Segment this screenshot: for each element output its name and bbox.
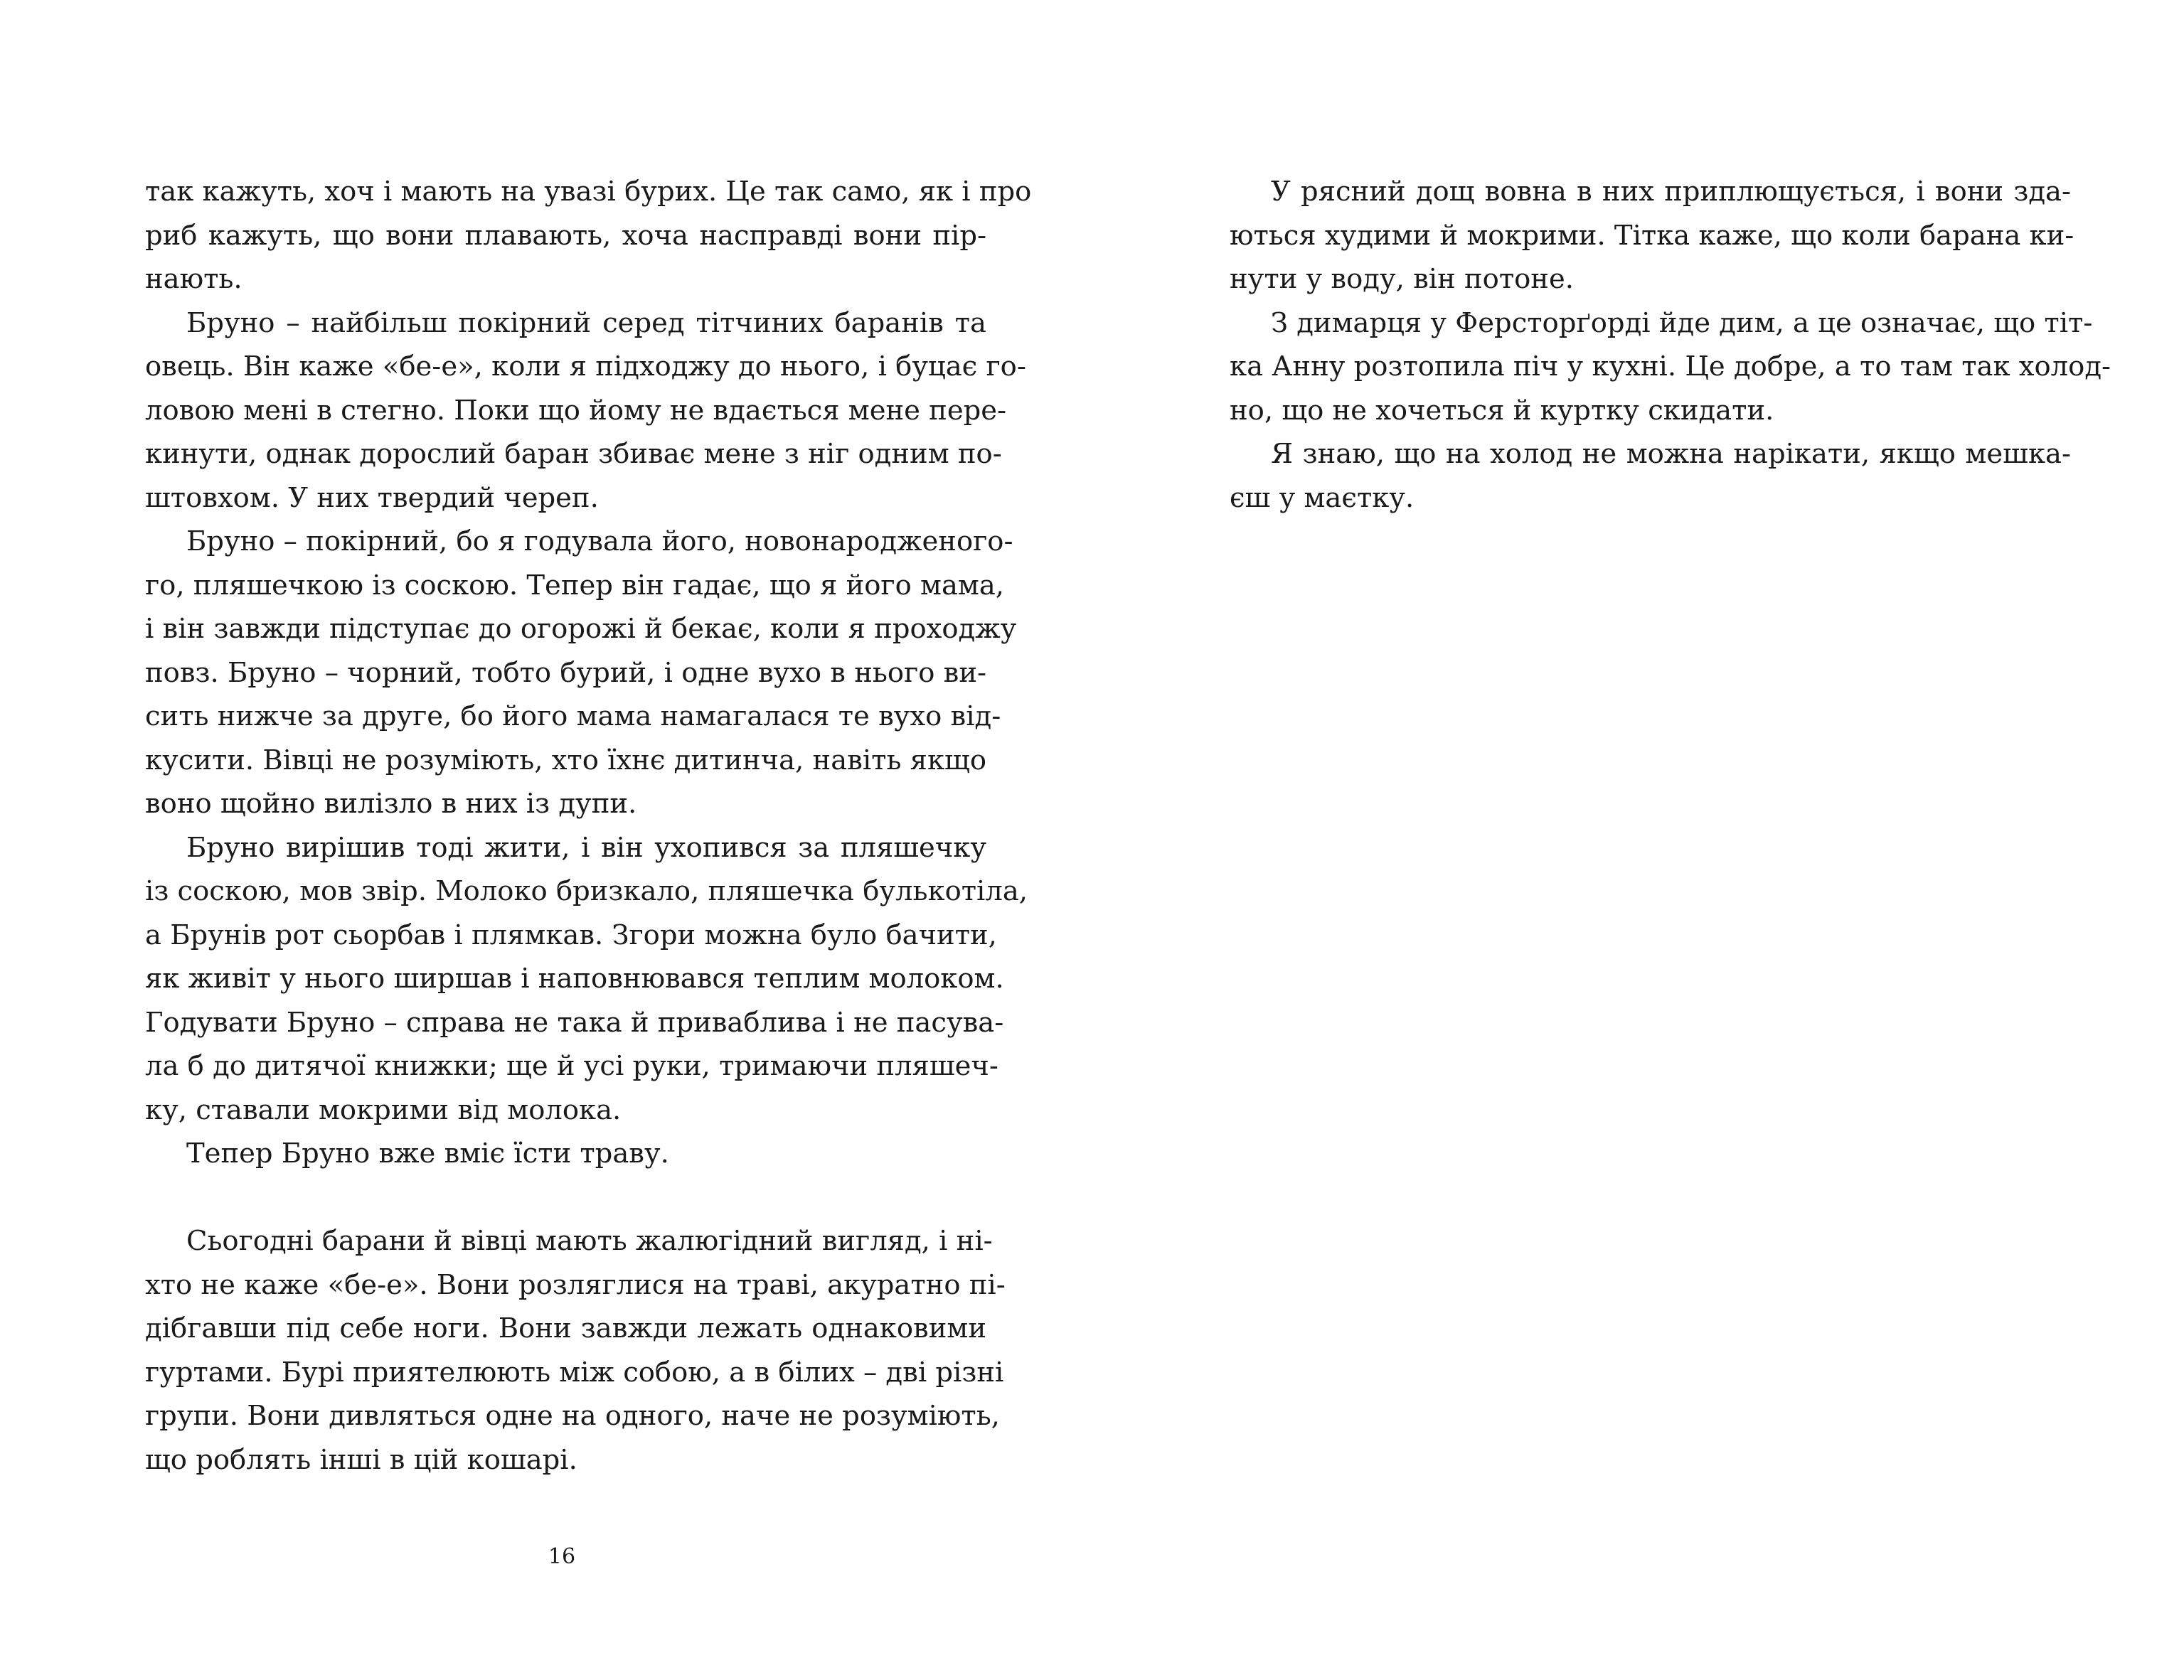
text-line: Сьогодні барани й вівці мають жалюгідний вигляд, і ні-	[186, 1225, 993, 1257]
text-line: ються худими й мокрими. Тітка каже, що коли барана ки-	[1230, 219, 2074, 252]
text-line: го, пляшечкою із соскою. Тепер він гадає, що я його мама,	[145, 569, 1005, 601]
text-line: Я знаю, що на холод не можна нарікати, якщо мешка-	[1271, 438, 2071, 470]
text-line: штовхом. У них твердий череп.	[145, 481, 599, 514]
text-line: а Брунів рот сьорбав і плямкав. Згори можна було бачити,	[145, 919, 997, 951]
text-line: кусити. Вівці не розуміють, хто їхнє дитинча, навіть якщо	[145, 744, 986, 776]
text-line: Бруно – покірний, бо я годувала його, новонародженого-	[186, 525, 1013, 557]
text-line: єш у маєтку.	[1230, 481, 1415, 514]
text-line: Бруно – найбільш покірний серед тітчиних баранів та	[186, 306, 986, 339]
text-line: ка Анну розтопила піч у кухні. Це добре, а то там так холод-	[1230, 351, 2111, 382]
right-page-text	[1230, 170, 2111, 520]
text-line: дібгавши під себе ноги. Вони завжди лежать однаковими	[145, 1312, 986, 1344]
text-line: із соскою, мов звір. Молоко бризкало, пляшечка булькотіла,	[145, 875, 1028, 907]
text-line: У рясний дощ вовна в них приплющується, і вони зда-	[1271, 176, 2071, 208]
text-line: нають.	[145, 263, 243, 295]
text-line: З димарця у Ферсторґорді йде дим, а це означає, що тіт-	[1271, 306, 2093, 339]
text-line: хто не каже «бе-е». Вони розляглися на траві, акуратно пі-	[145, 1268, 1006, 1301]
text-line: як живіт у нього ширшав і наповнювався теплим молоком.	[145, 963, 1004, 995]
text-line: Тепер Бруно вже вміє їсти траву.	[186, 1138, 669, 1170]
text-line: Годувати Бруно – справа не така й приваблива і не пасува-	[145, 1006, 1004, 1039]
text-line: нути у воду, він потоне.	[1230, 263, 1574, 295]
section-break	[145, 1176, 986, 1220]
text-line: і він завжди підступає до огорожі й бекає, коли я проходжу	[145, 613, 1017, 645]
text-line: ловою мені в стегно. Поки що йому не вдається мене пере-	[145, 394, 1007, 427]
text-line: овець. Він каже «бе-е», коли я підходжу до нього, і буцає го-	[145, 351, 1026, 382]
text-line: так кажуть, хоч і мають на увазі бурих. Це так само, як і про	[145, 176, 1032, 208]
text-line: повз. Бруно – чорний, тобто бурий, і одне вухо в нього ви-	[145, 656, 986, 689]
text-line: но, що не хочеться й куртку скидати.	[1230, 394, 1774, 427]
text-line: що роблять інші в цій кошарі.	[145, 1443, 577, 1476]
text-line: Бруно вирішив тоді жити, і він ухопився за пляшечку	[186, 831, 986, 864]
text-line: групи. Вони дивляться одне на одного, наче не розуміють,	[145, 1400, 1000, 1432]
text-line: гуртами. Бурі приятелюють між собою, а в білих – дві різні	[145, 1356, 1004, 1389]
text-line: риб кажуть, що вони плавають, хоча насправді вони пір-	[145, 219, 986, 252]
right-page	[1092, 0, 2184, 1680]
left-page-text	[145, 170, 1032, 1482]
page-number: 16	[548, 1544, 576, 1569]
text-line: воно щойно вилізло в них із дупи.	[145, 788, 637, 820]
text-line: ку, ставали мокрими від молока.	[145, 1093, 622, 1126]
text-line: сить нижче за друге, бо його мама намагалася те вухо від-	[145, 700, 1001, 732]
text-line: ла б до дитячої книжки; ще й усі руки, тримаючи пляшеч-	[145, 1050, 998, 1082]
text-line: кинути, однак дорослий баран збиває мене з ніг одним по-	[145, 438, 1002, 470]
